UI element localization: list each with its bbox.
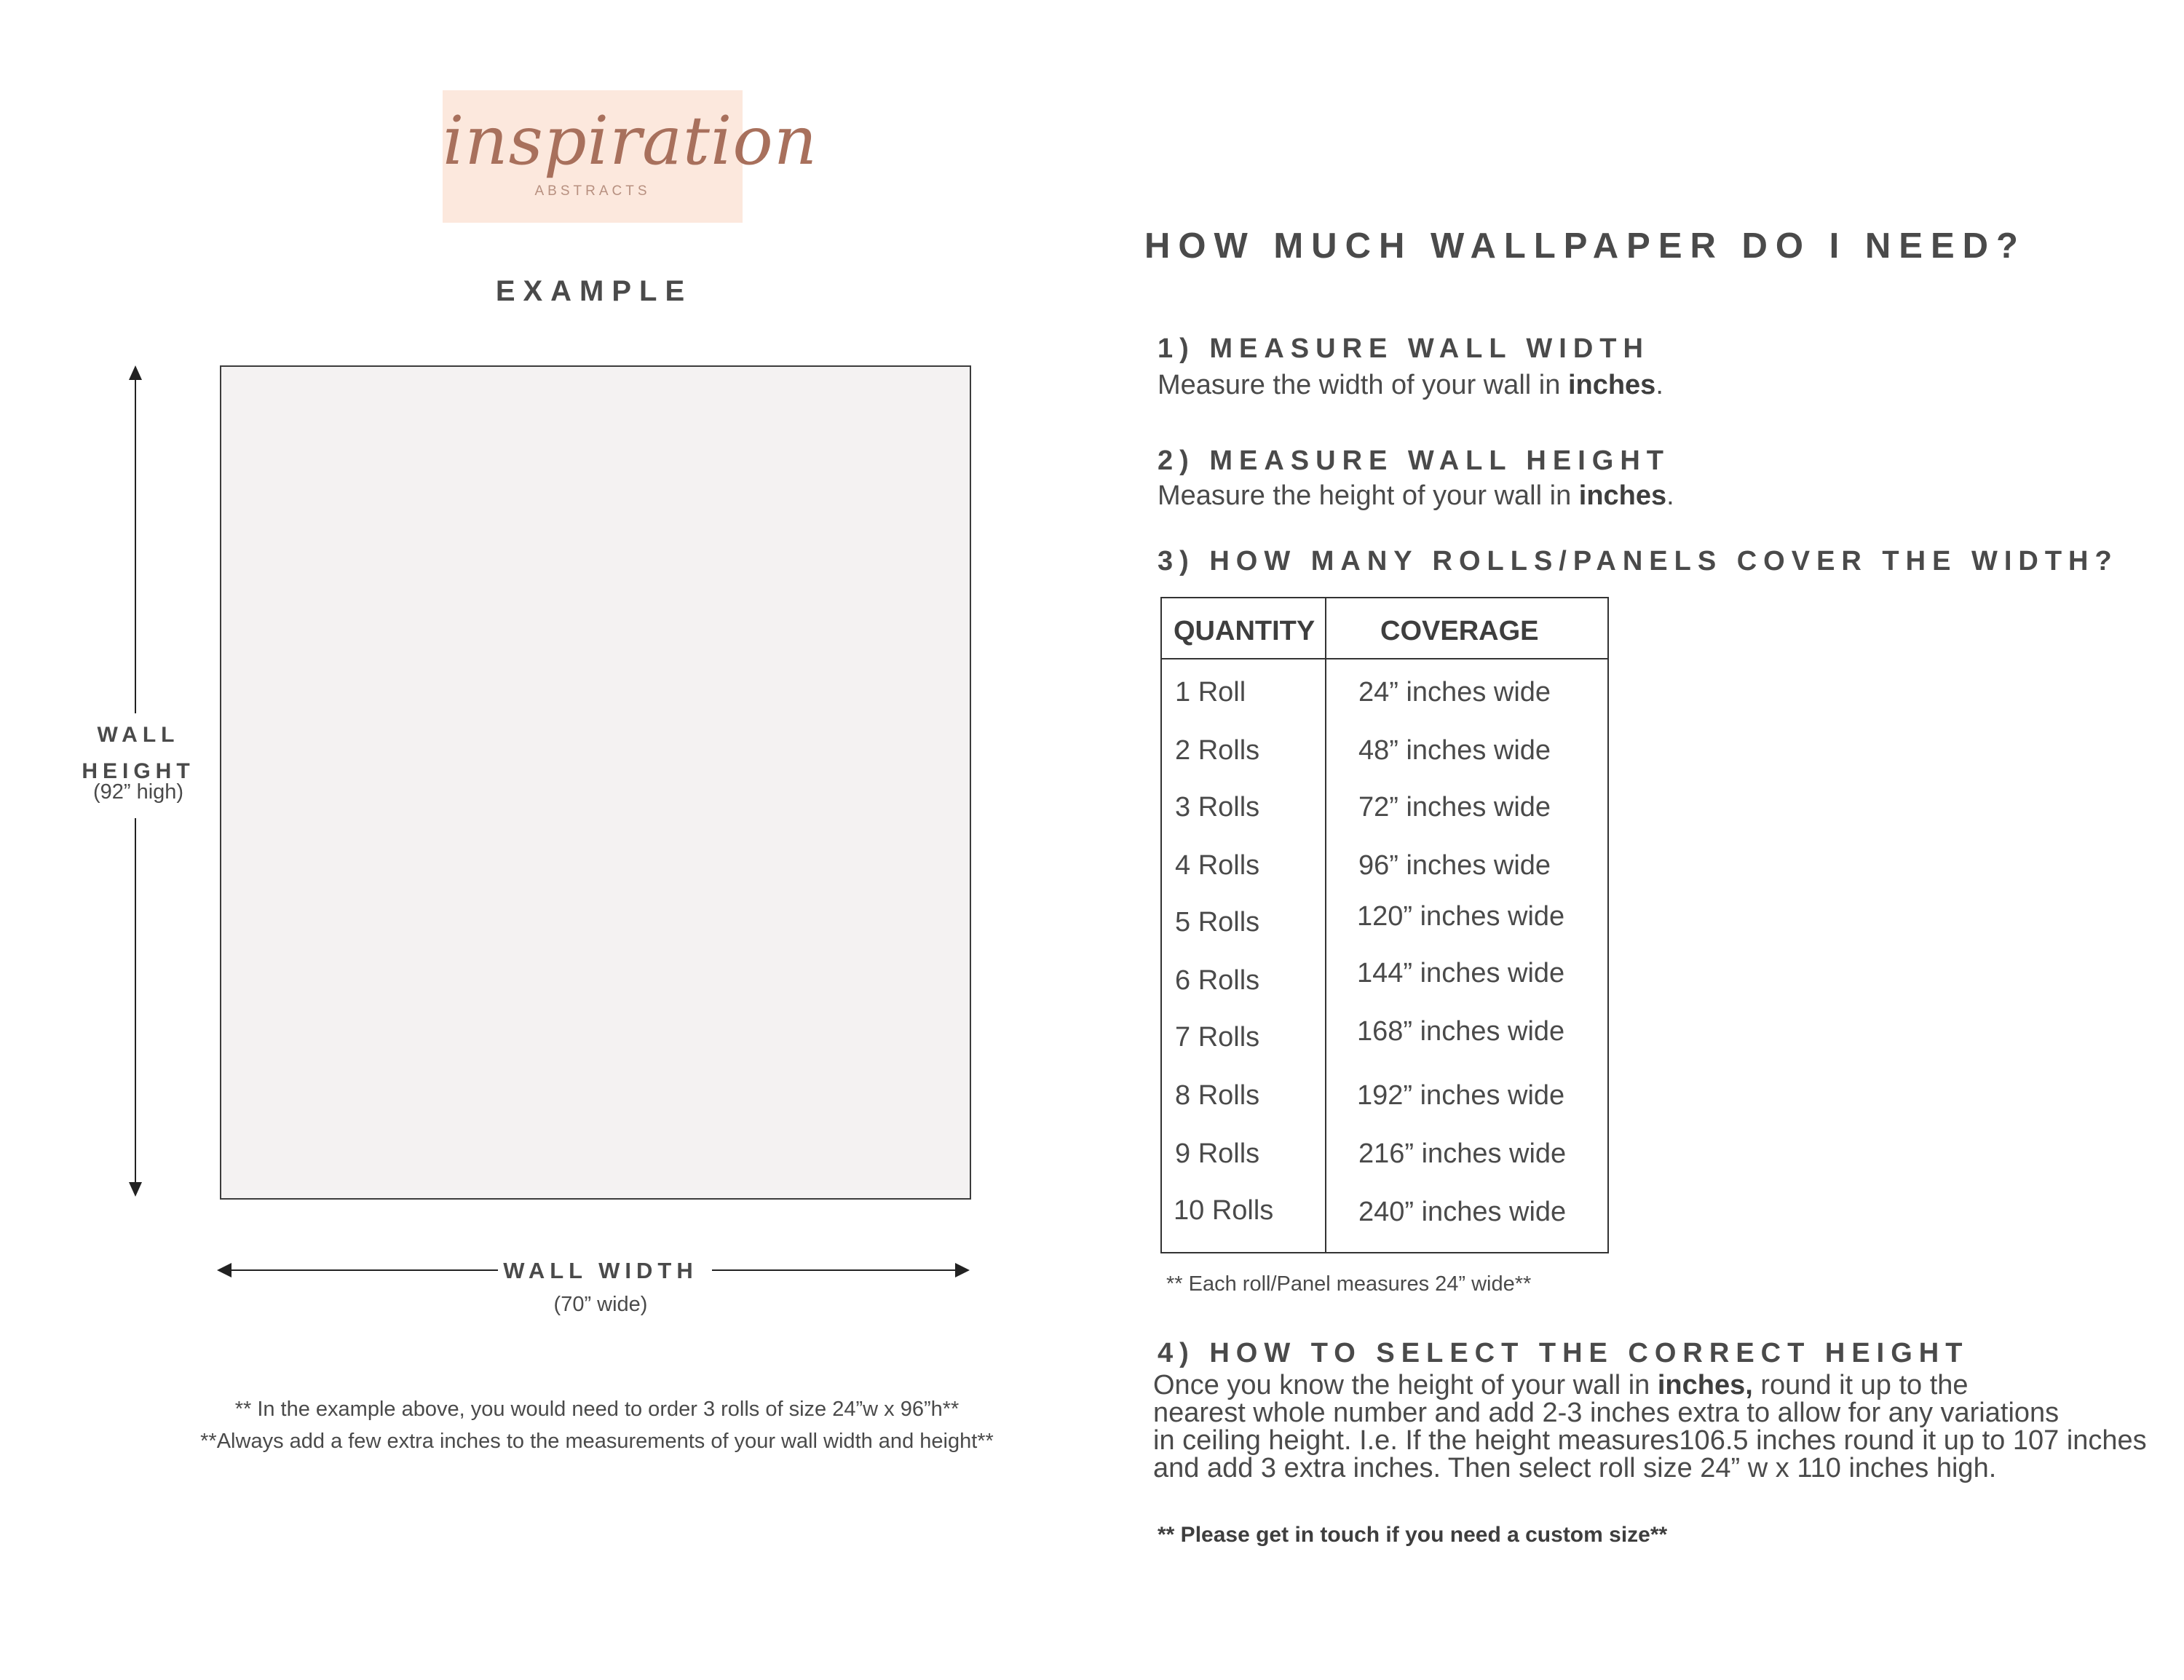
custom-size-note: ** Please get in touch if you need a custom size** <box>1158 1523 1668 1547</box>
table-cell-coverage: 96” inches wide <box>1358 850 1551 881</box>
arrow-left-icon <box>217 1263 232 1277</box>
logo-script-text: inspiration <box>443 102 818 180</box>
table-cell-quantity: 5 Rolls <box>1175 907 1260 938</box>
wall-height-label-line1: WALL <box>97 723 180 747</box>
table-cell-quantity: 7 Rolls <box>1175 1022 1260 1053</box>
arrow-right-icon <box>955 1263 970 1277</box>
wall-height-label-line2: HEIGHT <box>82 759 195 783</box>
table-cell-quantity: 2 Rolls <box>1175 735 1260 766</box>
table-footnote: ** Each roll/Panel measures 24” wide** <box>1166 1272 1532 1296</box>
table-cell-coverage: 216” inches wide <box>1358 1138 1567 1169</box>
height-arrow-line-top <box>135 377 136 713</box>
table-cell-coverage: 72” inches wide <box>1358 792 1551 823</box>
table-cell-quantity: 4 Rolls <box>1175 850 1260 881</box>
step-2-text: Measure the height of your wall in inches. <box>1158 480 1674 511</box>
table-cell-coverage: 240” inches wide <box>1358 1197 1567 1227</box>
step-4-line-1: Once you know the height of your wall in inches, round it up to the <box>1153 1370 1969 1400</box>
wall-rectangle <box>220 365 971 1200</box>
example-note-1: ** In the example above, you would need to order 3 rolls of size 24”w x 96”h** <box>234 1398 960 1421</box>
step-1-title: 1) MEASURE WALL WIDTH <box>1158 333 1650 364</box>
width-arrow-line-right <box>712 1269 957 1271</box>
table-cell-quantity: 1 Roll <box>1175 677 1246 708</box>
table-cell-quantity: 10 Rolls <box>1174 1195 1274 1226</box>
coverage-table <box>1160 597 1609 1253</box>
step-3-title: 3) HOW MANY ROLLS/PANELS COVER THE WIDTH? <box>1158 546 2118 576</box>
wall-height-value: (92” high) <box>92 780 184 804</box>
example-title: EXAMPLE <box>495 275 693 307</box>
step-4-line-4: and add 3 extra inches. Then select roll size 24” w x 110 inches high. <box>1153 1453 1997 1483</box>
step-4-line-2: nearest whole number and add 2-3 inches extra to allow for any variations <box>1153 1398 2060 1428</box>
table-cell-coverage: 48” inches wide <box>1358 735 1551 766</box>
table-cell-coverage: 144” inches wide <box>1357 958 1565 988</box>
height-arrow-line-bottom <box>135 818 136 1184</box>
table-cell-coverage: 192” inches wide <box>1357 1080 1565 1111</box>
table-cell-quantity: 8 Rolls <box>1175 1080 1260 1111</box>
main-title: HOW MUCH WALLPAPER DO I NEED? <box>1144 226 2026 266</box>
step-4-text <box>1153 1371 2147 1482</box>
width-arrow-line-left <box>230 1269 498 1271</box>
example-note-2: **Always add a few extra inches to the measurements of your wall width and height** <box>200 1430 994 1453</box>
logo-subtitle: ABSTRACTS <box>534 183 651 199</box>
table-cell-quantity: 3 Rolls <box>1175 792 1260 823</box>
step-4-title: 4) HOW TO SELECT THE CORRECT HEIGHT <box>1158 1338 1969 1368</box>
table-header-quantity: QUANTITY <box>1174 616 1315 646</box>
wall-height-label <box>73 717 204 790</box>
table-header-coverage: COVERAGE <box>1380 616 1539 646</box>
table-cell-coverage: 168” inches wide <box>1357 1016 1565 1047</box>
table-cell-quantity: 9 Rolls <box>1175 1138 1260 1169</box>
wall-width-label: WALL WIDTH <box>503 1258 698 1283</box>
step-1-text: Measure the width of your wall in inches. <box>1158 370 1663 400</box>
wall-width-value: (70” wide) <box>553 1293 648 1316</box>
brand-logo <box>443 90 818 223</box>
step-4-line-3: in ceiling height. I.e. If the height measures106.5 inches round it up to 107 inches <box>1153 1425 2147 1456</box>
step-2-title: 2) MEASURE WALL HEIGHT <box>1158 445 1670 476</box>
arrow-down-icon <box>129 1182 142 1197</box>
table-column-divider <box>1325 598 1326 1252</box>
table-cell-coverage: 24” inches wide <box>1358 677 1551 708</box>
table-cell-coverage: 120” inches wide <box>1357 901 1565 932</box>
table-cell-quantity: 6 Rolls <box>1175 965 1260 996</box>
table-header-divider <box>1162 658 1607 659</box>
